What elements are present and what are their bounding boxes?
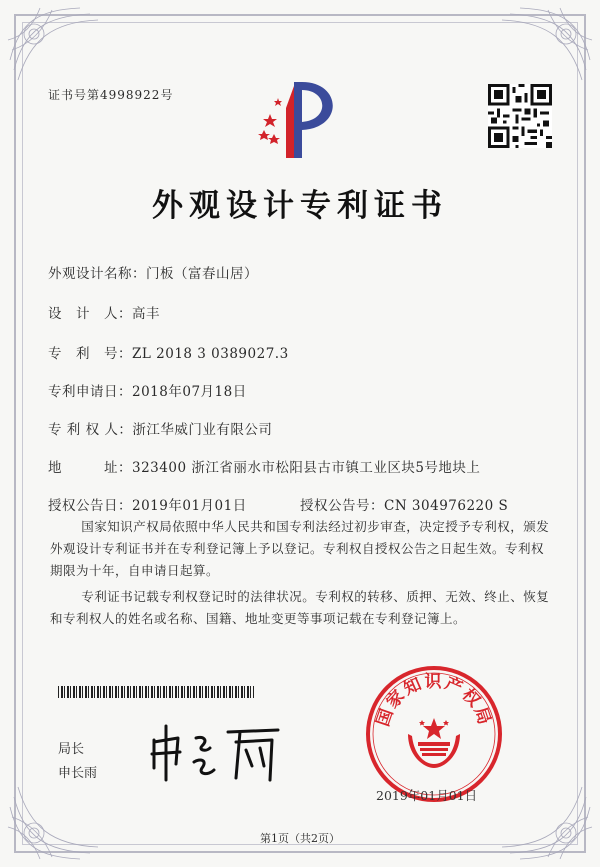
- patentee-value: 浙江华威门业有限公司: [132, 422, 273, 438]
- patent-number-label: 专 利 号：: [48, 346, 132, 362]
- design-name-value: 门板（富春山居）: [146, 266, 258, 282]
- designer-label: 设 计 人：: [48, 306, 132, 322]
- designer-row: [48, 302, 160, 322]
- patent-number-value: ZL 2018 3 0389027.3: [132, 346, 289, 362]
- corner-ornament-bottom-right: [490, 757, 600, 867]
- patentee-label: 专 利 权 人：: [48, 422, 133, 438]
- design-name-label: 外观设计名称：: [48, 266, 146, 282]
- seal-date: 2019年01月01日: [376, 788, 478, 803]
- page-number: 第1页（共2页）: [260, 832, 340, 845]
- certificate-title: 外观设计专利证书: [152, 188, 448, 224]
- grant-date-label: 授权公告日：: [48, 498, 132, 514]
- grant-number-value: CN 304976220 S: [384, 498, 509, 514]
- barcode-icon: [58, 686, 254, 698]
- grant-number-label: 授权公告号：: [300, 498, 384, 514]
- grant-statement-paragraph: 国家知识产权局依照中华人民共和国专利法经过初步审查，决定授予专利权，颁发外观设计专利证书并在专利登记簿上予以登记。专利权自授权公告之日起生效。专利权期限为十年，自申请日起算。: [50, 519, 550, 578]
- director-signature-icon: [148, 718, 288, 788]
- address-label: 地 址：: [48, 460, 132, 476]
- qr-code-icon: [488, 84, 552, 148]
- grant-date-row: [48, 494, 247, 514]
- director-title: 局长: [58, 742, 85, 757]
- application-date-value: 2018年07月18日: [132, 384, 247, 400]
- designer-value: 高丰: [132, 306, 160, 322]
- grant-date-value: 2019年01月01日: [132, 498, 247, 514]
- application-date-row: [48, 380, 247, 400]
- certificate-number: 证书号第4998922号: [48, 88, 174, 102]
- design-name-row: [48, 262, 258, 282]
- grant-number-row: [300, 494, 508, 514]
- patentee-row: [48, 418, 272, 438]
- patent-office-logo-icon: [256, 78, 352, 162]
- application-date-label: 专利申请日：: [48, 384, 132, 400]
- address-row: [48, 456, 480, 476]
- patent-number-row: [48, 342, 289, 362]
- address-value: 323400 浙江省丽水市松阳县古市镇工业区块5号地块上: [132, 460, 481, 476]
- seal-text: 国家知识产权局: [373, 672, 495, 730]
- official-seal-icon: [364, 664, 504, 804]
- director-name: 申长雨: [58, 766, 98, 781]
- legal-status-paragraph: 专利证书记载专利权登记时的法律状况。专利权的转移、质押、无效、终止、恢复和专利权人的姓名或名称、国籍、地址变更等事项记载在专利登记簿上。: [50, 589, 550, 626]
